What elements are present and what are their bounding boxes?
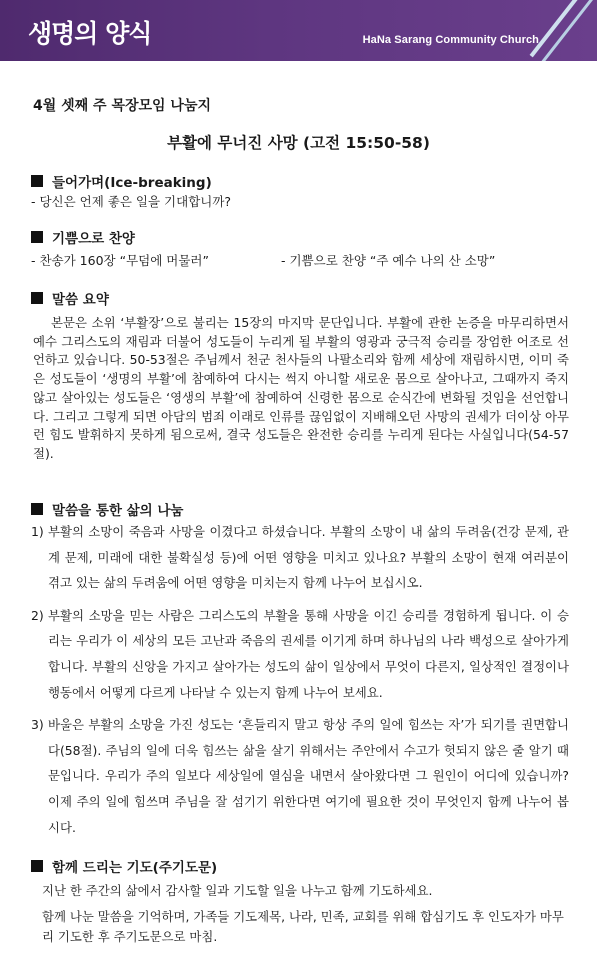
header-banner xyxy=(0,0,597,61)
list-item xyxy=(31,603,569,705)
icebreak-question: - 당신은 언제 좋은 일을 기대합니까? xyxy=(31,194,232,209)
item-text: 부활의 소망이 죽음과 사망을 이겼다고 하셨습니다. 부활의 소망이 내 삶의 두려움(건강 문제, 관계 문제, 미래에 대한 불확실성 등)에 어떤 영향을 미치고 있나요? 부활의 소망이 현재 여러분이 겪고 있는 삶의 두려움에 어떤 영향을 미치는지 함께 나누어 보십시오. xyxy=(48,524,569,591)
square-bullet-icon xyxy=(31,292,43,304)
doc-subtitle: 4월 셋째 주 목장모임 나눔지 xyxy=(33,98,212,114)
prayer-line-2: 함께 나눈 말씀을 기억하며, 가족들 기도제목, 나라, 민족, 교회를 위해 합심기도 후 인도자가 마무리 기도한 후 주기도문으로 마침. xyxy=(42,909,564,944)
section-heading-summary xyxy=(31,288,109,308)
praise-song: - 기쁨으로 찬양 “주 예수 나의 산 소망” xyxy=(281,253,496,268)
item-number: 2) xyxy=(31,607,44,623)
brand-title: 생명의 양식 xyxy=(28,19,152,48)
decorative-stripe xyxy=(530,0,589,57)
summary-paragraph: 본문은 소위 ‘부활장’으로 불리는 15장의 마지막 문단입니다. 부활에 관한 논증을 마무리하면서 예수 그리스도의 재림과 더불어 성도들이 누리게 될 부활의 영광과 궁극적 승리를 장엄한 어조로 선언하고 있습니다. 50-53절은 주님께서 천군 천사들의 나팔소리와 함께 세상에 재림하시면, 이미 죽은 성도들이 ‘생명의 부활’에 참예하여 다시는 썩지 아니할 새로운 몸으로 살아나고, 그때까지 죽지 않고 살아있는 성도들은 ‘영생의 부활’에 참예하여 신령한 몸으로 순식간에 변화될 것임을 선언합니다. 그리고 그렇게 되면 아담의 범죄 이래로 인류를 끊임없이 지배해오던 사망의 권세가 더이상 아무런 힘도 발휘하지 못하게 됨으로써, 결국 성도들은 완전한 승리를 누리게 된다는 사실입니다(54-57절). xyxy=(33,315,569,461)
life-question-list xyxy=(31,519,569,840)
square-bullet-icon xyxy=(31,503,43,515)
prayer-line-1: 지난 한 주간의 삶에서 감사할 일과 기도할 일을 나누고 함께 기도하세요. xyxy=(42,883,433,898)
item-number: 3) xyxy=(31,717,44,733)
doc-title: 부활에 무너진 사망 (고전 15:50-58) xyxy=(167,134,430,152)
heading-text: 함께 드리는 기도(주기도문) xyxy=(52,860,218,876)
item-text: 바울은 부활의 소망을 가진 성도는 ‘흔들리지 말고 항상 주의 일에 힘쓰는 자’가 되기를 권면합니다(58절). 주님의 일에 더욱 힘쓰는 삶을 살기 위해서는 주안에서 수고가 헛되지 않은 줄 알기 때문입니다. 우리가 주의 일보다 세상일에 열심을 내면서 살아왔다면 그 원인이 어디에 있습니까? 이제 주의 일에 힘쓰며 주님을 잘 섬기기 위한다면 여기에 필요한 것이 무엇인지 함께 나누어 봅시다. xyxy=(48,717,569,835)
item-number: 1) xyxy=(31,524,44,539)
list-item xyxy=(31,519,569,596)
praise-hymn: - 찬송가 160장 “무덤에 머물러” xyxy=(31,253,209,268)
heading-text: 들어가며(Ice-breaking) xyxy=(52,175,212,191)
section-heading-icebreak xyxy=(31,171,212,191)
section-heading-prayer xyxy=(31,856,217,876)
square-bullet-icon xyxy=(31,175,43,187)
square-bullet-icon xyxy=(31,231,43,243)
heading-text: 기쁨으로 찬양 xyxy=(52,231,135,247)
list-item xyxy=(31,712,569,840)
section-heading-praise xyxy=(31,227,135,247)
heading-text: 말씀을 통한 삶의 나눔 xyxy=(52,503,184,519)
church-name: HaNa Sarang Community Church xyxy=(362,34,539,46)
square-bullet-icon xyxy=(31,860,43,872)
item-text: 부활의 소망을 믿는 사람은 그리스도의 부활을 통해 사망을 이긴 승리를 경험하게 됩니다. 이 승리는 우리가 이 세상의 모든 고난과 죽음의 권세를 이기게 하며 하나님의 나라 백성으로 살아가게 합니다. 부활의 신앙을 가지고 살아가는 성도의 삶이 일상에서 무엇이 다른지, 일상적인 결정이나 행동에서 어떻게 다르게 나타날 수 있는지 함께 나누어 보세요. xyxy=(48,607,569,700)
section-heading-life xyxy=(31,499,183,519)
heading-text: 말씀 요약 xyxy=(52,292,109,308)
